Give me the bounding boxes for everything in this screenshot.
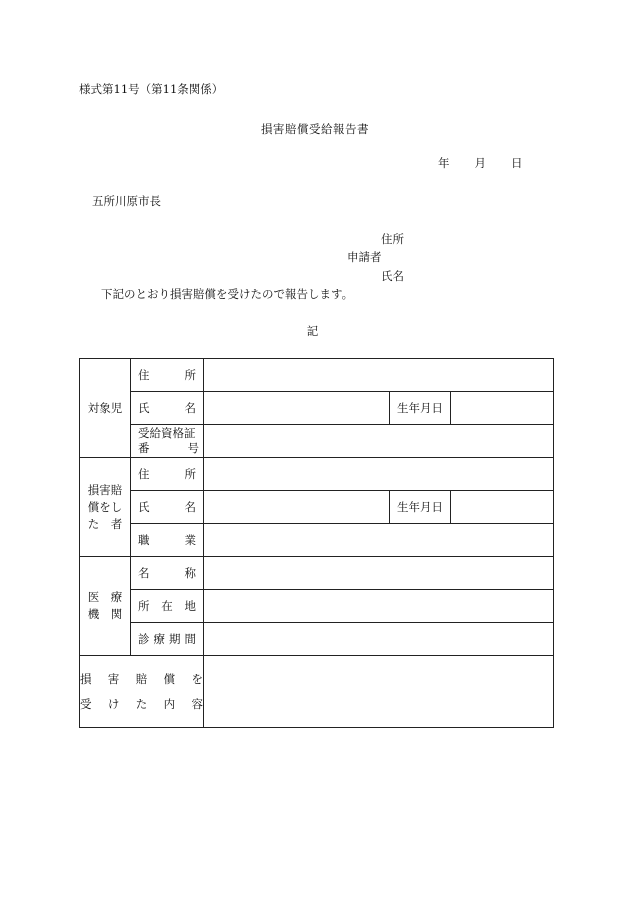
child-name-field[interactable]: [204, 392, 390, 425]
payer-name-field[interactable]: [204, 491, 390, 524]
table-row: [80, 590, 554, 623]
row-label-address: 住 所: [131, 458, 204, 491]
document-title: 損害賠償受給報告書: [261, 122, 369, 136]
row-label-period: 診 療 期 間: [131, 623, 204, 656]
child-address-field[interactable]: [204, 359, 554, 392]
row-label-location: 所 在 地: [131, 590, 204, 623]
ki-heading: 記: [306, 324, 319, 338]
row-label-facility-name: 名 称: [131, 557, 204, 590]
certificate-label-line1: 受給資格証: [138, 426, 196, 440]
damage-content-field[interactable]: [204, 656, 554, 728]
row-label-name: 氏 名: [131, 392, 204, 425]
row-label-address: 住 所: [131, 359, 204, 392]
facility-location-field[interactable]: [204, 590, 554, 623]
table-row: [80, 458, 554, 491]
group-label-payer: 損害賠 償をし た 者: [80, 458, 131, 557]
row-label-occupation: 職 業: [131, 524, 204, 557]
payer-birthdate-field[interactable]: [451, 491, 554, 524]
table-row: [80, 623, 554, 656]
applicant-label: 申請者: [347, 250, 382, 264]
table-row: [80, 425, 554, 458]
table-row: [80, 491, 554, 524]
group-label-child: 対象児: [80, 359, 131, 458]
date-line: [438, 155, 523, 171]
payer-occupation-field[interactable]: [204, 524, 554, 557]
payer-address-field[interactable]: [204, 458, 554, 491]
report-table: [79, 358, 554, 728]
birthdate-label: 生年月日: [390, 491, 451, 524]
table-row: [80, 557, 554, 590]
table-row: [80, 524, 554, 557]
body-text: 下記のとおり損害賠償を受けたので報告します。: [101, 287, 354, 301]
applicant-address-label: 住所: [381, 232, 404, 246]
treatment-period-field[interactable]: [204, 623, 554, 656]
table-row: [80, 359, 554, 392]
table-row: [80, 392, 554, 425]
date-year: 年: [438, 156, 450, 170]
recipient: 五所川原市長: [92, 194, 161, 208]
date-day: 日: [511, 156, 523, 170]
damage-content-label: 損 害 賠 償 を 受 け た 内 容: [80, 656, 204, 728]
certificate-number-field[interactable]: [204, 425, 554, 458]
applicant-name-label: 氏名: [381, 269, 404, 283]
facility-name-field[interactable]: [204, 557, 554, 590]
table-row: [80, 656, 554, 728]
date-month: 月: [474, 156, 486, 170]
group-label-medical: 医 療 機 関: [80, 557, 131, 656]
form-number: 様式第11号（第11条関係）: [79, 82, 224, 96]
child-birthdate-field[interactable]: [451, 392, 554, 425]
row-label-name: 氏 名: [131, 491, 204, 524]
birthdate-label: 生年月日: [390, 392, 451, 425]
row-label-certificate: 受給資格証 番 号: [131, 425, 204, 458]
